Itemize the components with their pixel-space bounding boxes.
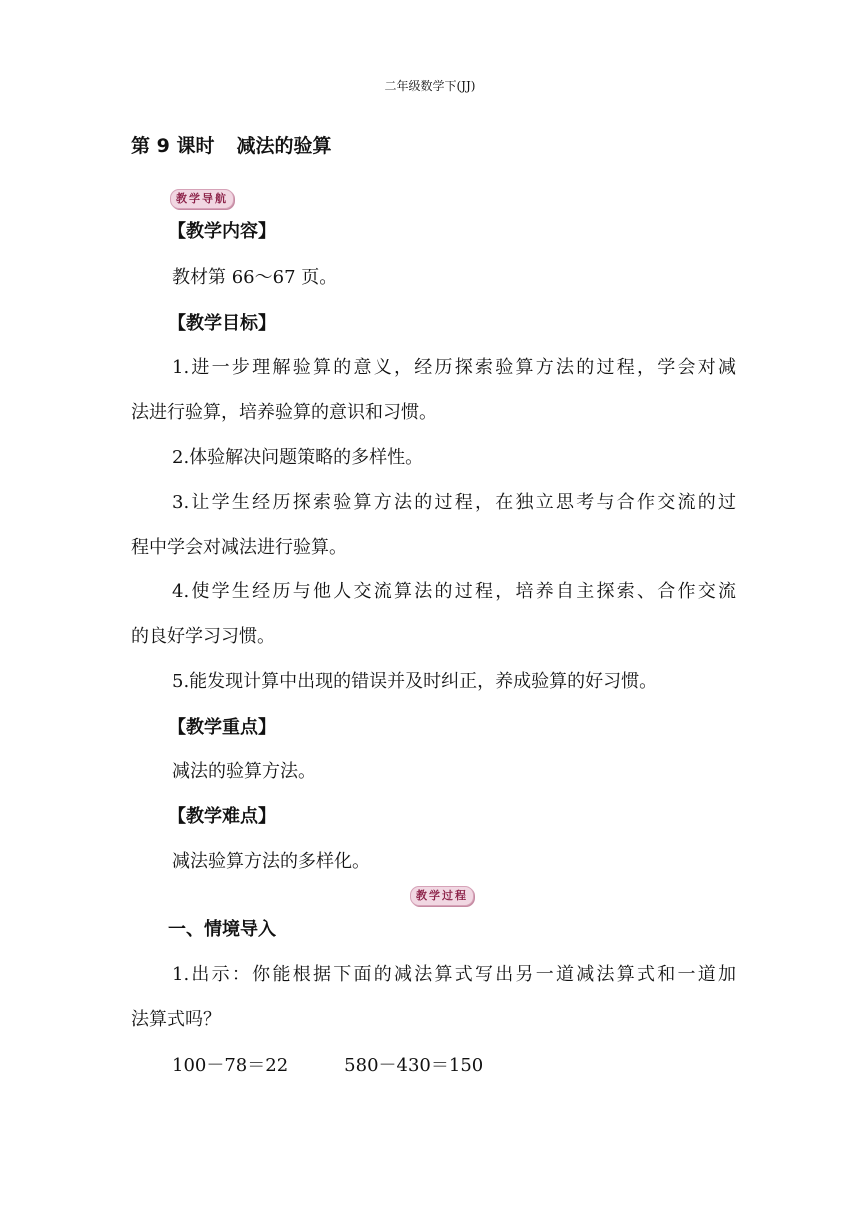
difficult-heading: 【教学难点】 xyxy=(168,806,276,827)
equations-row xyxy=(172,1054,736,1078)
goal-1-line-1: 1.进一步理解验算的意义，经历探索验算方法的过程，学会对减 xyxy=(172,357,736,378)
teaching-process-badge: 教学过程 xyxy=(410,886,474,906)
goal-4-line-1: 4.使学生经历与他人交流算法的过程，培养自主探索、合作交流 xyxy=(172,581,736,602)
lesson-name: 减法的验算 xyxy=(236,135,332,157)
goal-3-line-2: 程中学会对减法进行验算。 xyxy=(131,537,347,558)
item-1-line-1: 1.出示：你能根据下面的减法算式写出另一道减法算式和一道加 xyxy=(172,964,736,985)
content-text: 教材第 66～67 页。 xyxy=(172,267,338,288)
lesson-number: 第 9 课时 xyxy=(131,135,215,157)
key-text: 减法的验算方法。 xyxy=(172,761,316,782)
goal-5: 5.能发现计算中出现的错误并及时纠正，养成验算的好习惯。 xyxy=(172,671,658,692)
goal-1-line-2: 法进行验算，培养验算的意识和习惯。 xyxy=(131,402,437,423)
content-heading: 【教学内容】 xyxy=(168,221,276,242)
page-header: 二年级数学下(JJ) xyxy=(384,79,476,93)
difficult-text: 减法验算方法的多样化。 xyxy=(172,851,370,872)
teaching-nav-badge: 教学导航 xyxy=(170,189,234,209)
item-1-line-2: 法算式吗？ xyxy=(131,1009,221,1030)
goal-3-line-1: 3.让学生经历探索验算方法的过程，在独立思考与合作交流的过 xyxy=(172,492,736,513)
equation-2: 580－430＝150 xyxy=(344,1055,484,1076)
lesson-title xyxy=(131,134,331,158)
equation-1: 100－78＝22 xyxy=(172,1055,289,1076)
goals-heading: 【教学目标】 xyxy=(168,313,276,334)
intro-heading: 一、情境导入 xyxy=(168,919,276,940)
goal-2: 2.体验解决问题策略的多样性。 xyxy=(172,447,424,468)
key-heading: 【教学重点】 xyxy=(168,717,276,738)
goal-4-line-2: 的良好学习习惯。 xyxy=(131,626,275,647)
